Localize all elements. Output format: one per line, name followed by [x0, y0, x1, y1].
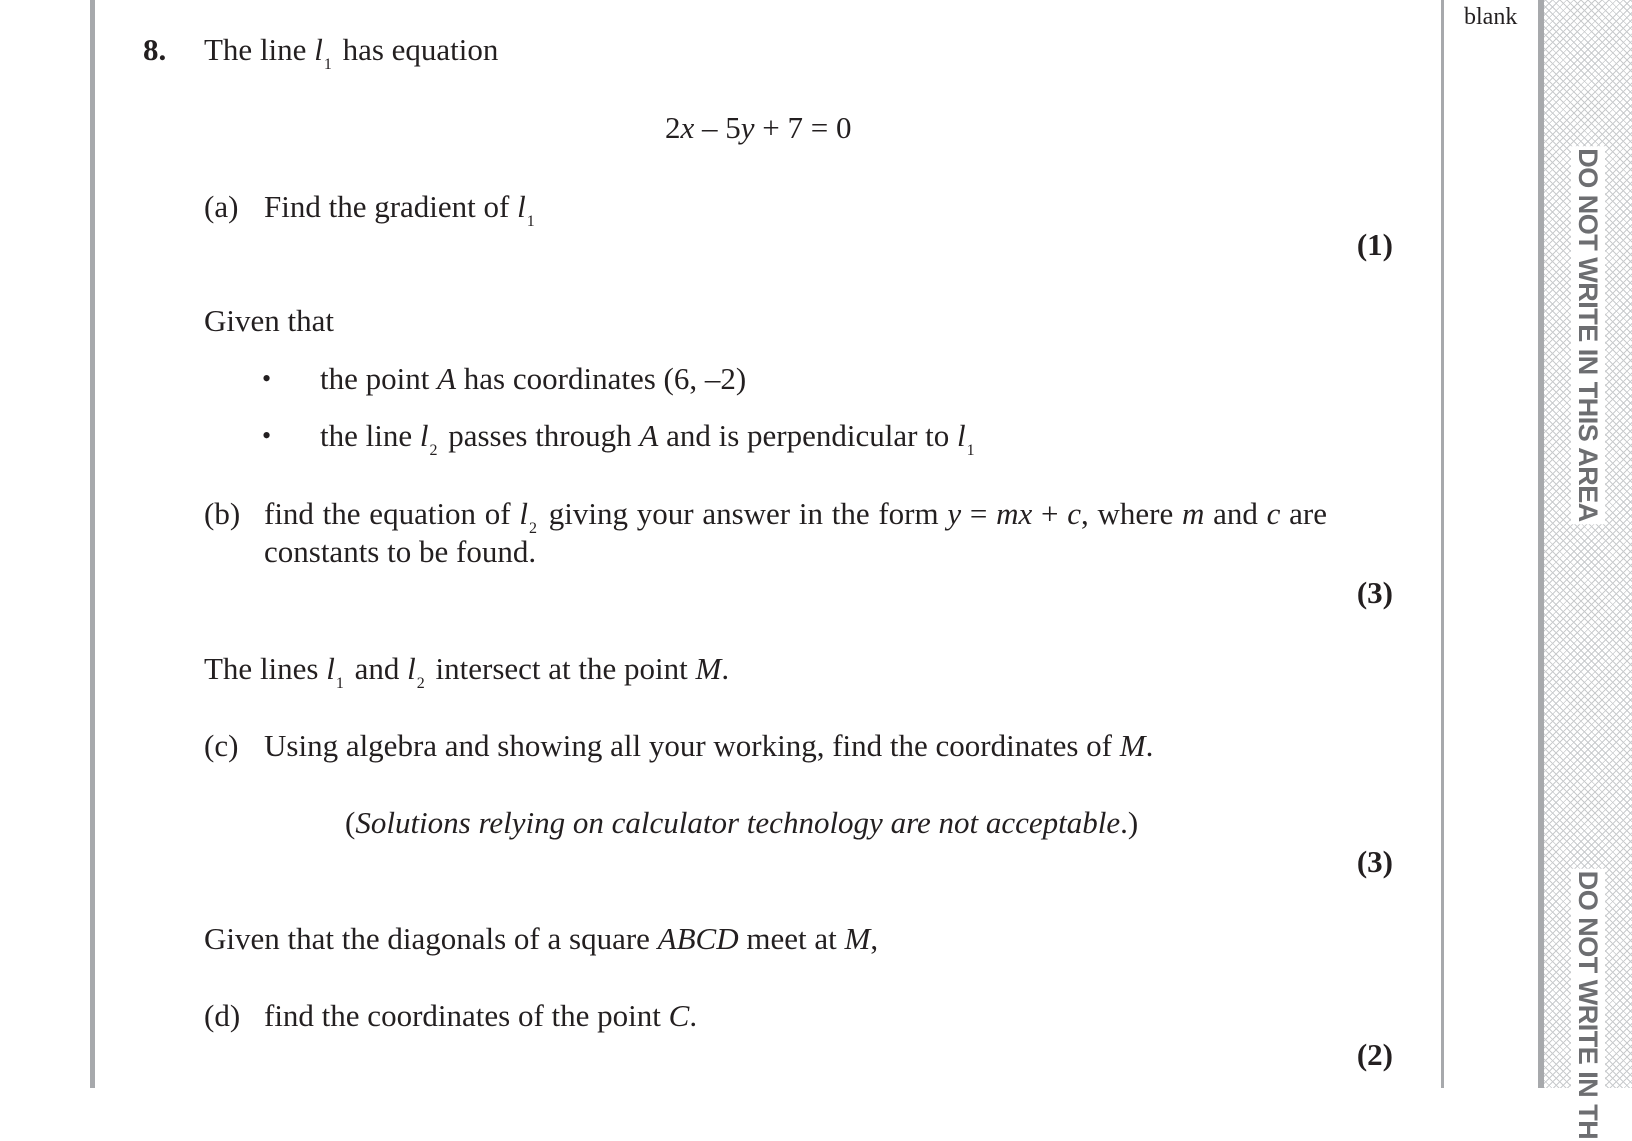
line-equation — [665, 109, 852, 147]
part-d-label: (d) — [204, 998, 241, 1033]
part-c-point-var: M — [1119, 728, 1146, 763]
margin-border-line — [1441, 0, 1444, 1088]
eq-coefficient: 2 — [665, 110, 681, 145]
bullet-1-text — [320, 360, 746, 398]
question-intro — [204, 31, 499, 73]
bullet-2-mid2: and is perpendicular to — [666, 418, 950, 453]
bullet-2-line-var-2: l — [957, 418, 966, 453]
part-b-text-line-1 — [264, 495, 1328, 537]
intersect-line-1-sub: 1 — [335, 675, 344, 692]
part-b-line-var: l — [519, 496, 529, 531]
part-b-where: , where — [1081, 496, 1174, 531]
part-b-are: are — [1289, 496, 1328, 531]
note-open-paren: ( — [345, 805, 356, 840]
bullet-2-pre: the line — [320, 418, 413, 453]
part-a-text — [264, 188, 538, 230]
part-b-and: and — [1213, 496, 1258, 531]
intersect-point-var: M — [695, 651, 722, 686]
bullet-2-line-sub-2: 1 — [966, 442, 975, 459]
form-plus: + — [1032, 496, 1068, 531]
intersect-line-2-sub: 2 — [416, 675, 425, 692]
eq-var-y: y — [740, 110, 755, 145]
intersect-dot: . — [721, 651, 730, 686]
line-variable: l — [314, 32, 323, 67]
diagonals-comma: , — [870, 921, 879, 956]
part-a-marks: (1) — [1356, 227, 1393, 262]
part-c-dot: . — [1145, 728, 1154, 763]
calculator-note — [345, 804, 1138, 842]
blank-margin-label: blank — [1464, 4, 1518, 30]
intersect-pre: The lines — [204, 651, 319, 686]
bullet-1-post: has coordinates (6, –2) — [463, 361, 747, 396]
part-c-marks: (3) — [1356, 844, 1393, 879]
diagonals-mid: meet at — [746, 921, 837, 956]
form-eq: = — [961, 496, 997, 531]
bullet-2-text — [320, 417, 978, 459]
bullet-1-point-var: A — [437, 361, 457, 396]
eq-rest: + 7 = 0 — [754, 110, 852, 145]
note-text: Solutions relying on calculator technology are not acceptable — [355, 805, 1121, 840]
bullet-1-pre: the point — [320, 361, 430, 396]
bullet-2-line-var: l — [419, 418, 429, 453]
form-y: y — [947, 496, 962, 531]
part-b-marks: (3) — [1356, 575, 1393, 610]
question-number: 8. — [143, 32, 167, 67]
do-not-write-warning: DO NOT WRITE IN THIS AREA — [1573, 148, 1603, 522]
part-d-question: find the coordinates of the point — [264, 998, 661, 1033]
intro-text: The line — [204, 32, 307, 67]
left-border-line — [90, 0, 95, 1088]
part-b-line-sub: 2 — [529, 520, 538, 537]
line-subscript: 1 — [323, 56, 332, 73]
do-not-write-warning-partial: DO NOT WRITE IN TH — [1573, 870, 1603, 1140]
part-c-label: (c) — [204, 728, 239, 763]
part-b-label: (b) — [204, 496, 241, 531]
note-close: .) — [1120, 805, 1139, 840]
part-d-text — [264, 997, 697, 1035]
diagonals-pre: Given that the diagonals of a square — [204, 921, 650, 956]
intersect-line-1-var: l — [326, 651, 335, 686]
diagonals-statement — [204, 920, 878, 958]
intersect-and: and — [354, 651, 400, 686]
bullet-2-marker: • — [262, 421, 272, 450]
part-d-point-var: C — [668, 998, 690, 1033]
part-a-question: Find the gradient of — [264, 189, 510, 224]
part-d-marks: (2) — [1356, 1037, 1393, 1072]
part-b-pre: find the equation of — [264, 496, 511, 531]
part-c-text — [264, 727, 1153, 765]
intersect-statement — [204, 650, 730, 692]
square-name: ABCD — [657, 921, 739, 956]
diagonals-point-var: M — [844, 921, 871, 956]
intro-text-end: has equation — [342, 32, 499, 67]
eq-var-x: x — [680, 110, 695, 145]
intersect-line-2-var: l — [407, 651, 416, 686]
given-that-heading: Given that — [204, 303, 334, 338]
part-b-c: c — [1266, 496, 1281, 531]
part-c-question: Using algebra and showing all your working, find the coordinates of — [264, 728, 1113, 763]
bullet-2-point-var: A — [639, 418, 659, 453]
intersect-post: intersect at the point — [435, 651, 688, 686]
part-a-line-variable: l — [517, 189, 526, 224]
part-b-text-line-2: constants to be found. — [264, 534, 537, 569]
form-mx: mx — [996, 496, 1033, 531]
bullet-2-line-sub: 2 — [429, 442, 438, 459]
eq-term: – 5 — [694, 110, 741, 145]
bullet-1-marker: • — [262, 364, 272, 393]
part-b-m: m — [1182, 496, 1205, 531]
part-a-label: (a) — [204, 189, 239, 224]
part-a-line-subscript: 1 — [526, 213, 535, 230]
form-c: c — [1067, 496, 1082, 531]
bullet-2-mid: passes through — [448, 418, 632, 453]
part-d-dot: . — [689, 998, 698, 1033]
part-b-mid: giving your answer in the form — [548, 496, 939, 531]
